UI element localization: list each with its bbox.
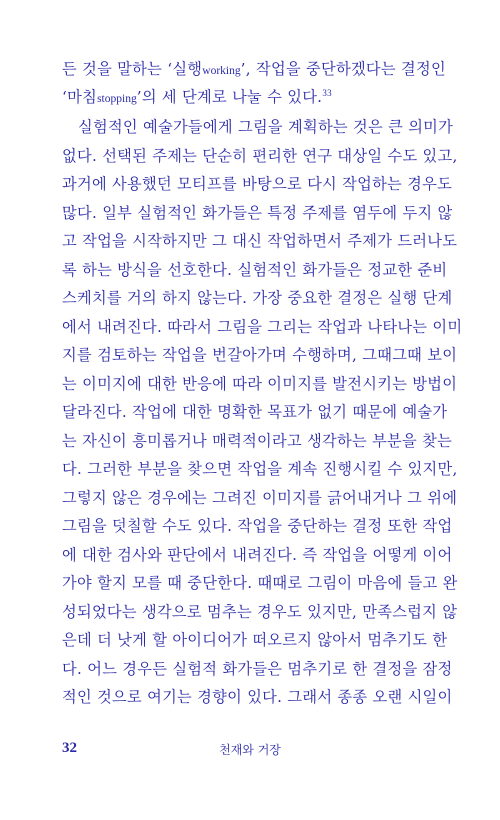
text-line-2-start: ‘마침 bbox=[62, 88, 98, 106]
paragraph-line: 달라진다. 작업에 대한 명확한 목표가 없기 때문에 예술가 bbox=[62, 403, 448, 421]
paragraph-line: 그렇지 않은 경우에는 그려진 이미지를 긁어내거나 그 위에 bbox=[62, 488, 458, 507]
paragraph-line: 적인 것으로 여기는 경향이 있다. 그래서 종종 오랜 시일이 bbox=[62, 688, 453, 706]
footnote-marker: 33 bbox=[322, 87, 332, 98]
paragraph-line: 는 이미지에 대한 반응에 따라 이미지를 발전시키는 방법이 bbox=[62, 374, 458, 393]
paragraph-line: 스케치를 거의 하지 않는다. 가장 중요한 결정은 실행 단계 bbox=[62, 289, 453, 307]
paragraph-line: 은데 더 낫게 할 아이디어가 떠오르지 않아서 멈추기도 한 bbox=[62, 631, 448, 649]
paragraph-line: 고 작업을 시작하지만 그 대신 작업하면서 주제가 드러나도 bbox=[62, 232, 458, 250]
paragraph-line: 지를 검토하는 작업을 번갈아가며 수행하며, 그때그때 보이 bbox=[62, 346, 458, 364]
paragraph-line: 에 대한 검사와 판단에서 내려진다. 즉 작업을 어떻게 이어 bbox=[62, 545, 453, 564]
paragraph-line: 다. 그러한 부분을 찾으면 작업을 계속 진행시킬 수 있지만, bbox=[62, 460, 458, 478]
english-term-stopping: stopping bbox=[97, 93, 137, 105]
text-line-2 bbox=[62, 87, 438, 109]
text-line-2-end: ’의 세 단계로 나눌 수 있다. bbox=[136, 88, 323, 106]
paragraph-line: 다. 어느 경우든 실험적 화가들은 멈추기로 한 결정을 잠정 bbox=[62, 659, 453, 678]
english-term-working: working bbox=[202, 65, 241, 77]
text-line-1-end: ’, 작업을 중단하겠다는 결정인 bbox=[240, 60, 446, 78]
paragraph-line: 과거에 사용했던 모티프를 바탕으로 다시 작업하는 경우도 bbox=[62, 175, 453, 193]
paragraph-line: 많다. 일부 실험적인 화가들은 특정 주제를 염두에 두지 않 bbox=[62, 203, 453, 222]
paragraph-line: 는 자신이 흥미롭거나 매력적이라고 생각하는 부분을 찾는 bbox=[62, 431, 453, 450]
paragraph-line: 에서 내려진다. 따라서 그림을 그리는 작업과 나타나는 이미 bbox=[62, 317, 463, 336]
text-line-1 bbox=[62, 59, 446, 81]
running-footer-title: 천재와 거장 bbox=[219, 743, 281, 757]
paragraph-line: 가야 할지 모를 때 중단한다. 때때로 그림이 마음에 들고 완 bbox=[62, 574, 458, 592]
paragraph-line: 록 하는 방식을 선호한다. 실험적인 화가들은 정교한 준비 bbox=[62, 260, 448, 279]
paragraph-line: 실험적인 예술가들에게 그림을 계획하는 것은 큰 의미가 bbox=[78, 118, 454, 136]
paragraph-line: 그림을 덧칠할 수도 있다. 작업을 중단하는 결정 또한 작업 bbox=[62, 517, 453, 535]
text-line-1-start: 든 것을 말하는 ‘실행 bbox=[62, 60, 203, 78]
paragraph-line: 없다. 선택된 주제는 단순히 편리한 연구 대상일 수도 있고, bbox=[62, 146, 458, 165]
paragraph-line: 성되었다는 생각으로 멈추는 경우도 있지만, 만족스럽지 않 bbox=[62, 602, 458, 621]
page-number: 32 bbox=[62, 740, 77, 756]
